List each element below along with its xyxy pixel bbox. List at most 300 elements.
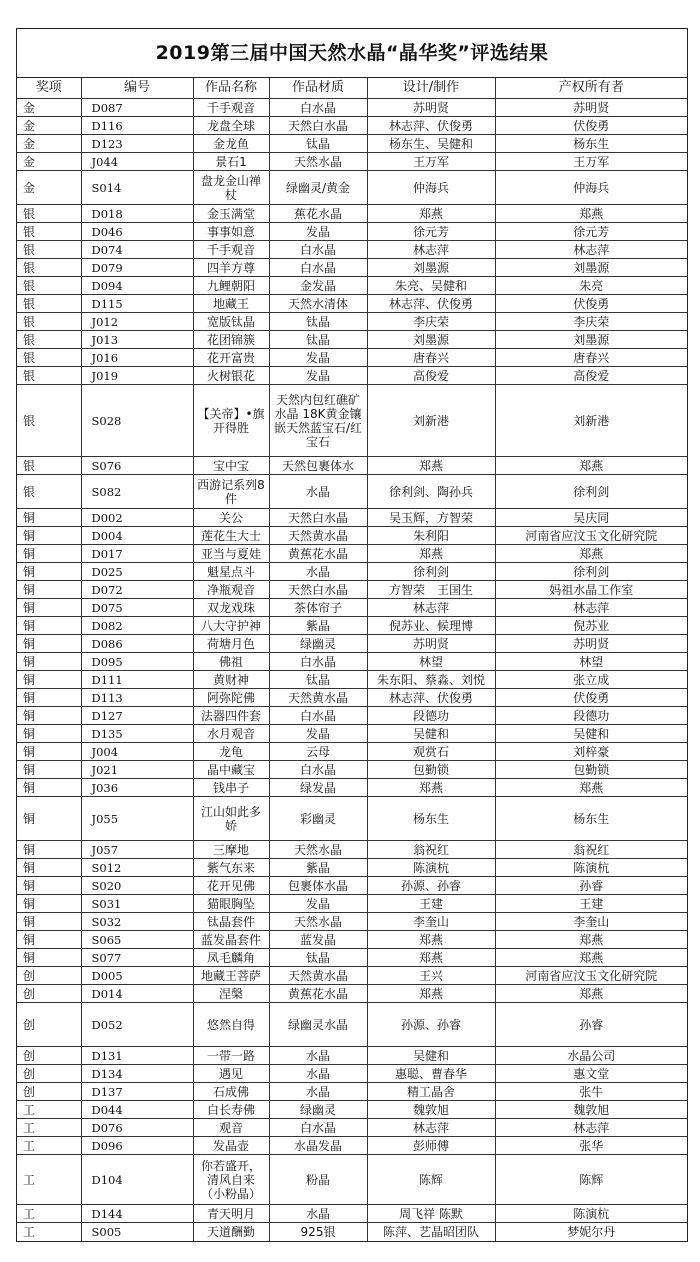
table-row xyxy=(17,653,687,671)
code-cell: S082 xyxy=(81,475,193,509)
award-cell: 铜 xyxy=(17,895,81,913)
designer-cell: 林志萍、伏俊勇 xyxy=(367,689,495,707)
award-cell: 银 xyxy=(17,457,81,475)
award-cell: 银 xyxy=(17,277,81,295)
code-cell: J021 xyxy=(81,761,193,779)
owner-cell: 伏俊勇 xyxy=(495,117,687,135)
table-row xyxy=(17,457,687,475)
designer-cell: 魏敦旭 xyxy=(367,1101,495,1119)
designer-cell: 高俊爱 xyxy=(367,367,495,385)
award-cell: 创 xyxy=(17,967,81,985)
table-row xyxy=(17,241,687,259)
table-row xyxy=(17,725,687,743)
owner-cell: 郑燕 xyxy=(495,457,687,475)
work-name-cell: 地藏王菩萨 xyxy=(193,967,269,985)
code-cell: S077 xyxy=(81,949,193,967)
designer-cell: 朱东阳、蔡淼、刘悦 xyxy=(367,671,495,689)
owner-cell: 惠文堂 xyxy=(495,1065,687,1083)
table-row xyxy=(17,1065,687,1083)
material-cell: 发晶 xyxy=(269,223,367,241)
award-cell: 铜 xyxy=(17,689,81,707)
table-row xyxy=(17,1223,687,1241)
code-cell: S020 xyxy=(81,877,193,895)
page-title: 2019第三届中国天然水晶“晶华奖”评选结果 xyxy=(17,29,687,78)
table-row xyxy=(17,527,687,545)
code-cell: D074 xyxy=(81,241,193,259)
owner-cell: 郑燕 xyxy=(495,949,687,967)
owner-cell: 苏明贤 xyxy=(495,99,687,117)
work-name-cell: 宽版钛晶 xyxy=(193,313,269,331)
award-cell: 铜 xyxy=(17,743,81,761)
work-name-cell: 净瓶观音 xyxy=(193,581,269,599)
work-name-cell: 【关帝】•旗开得胜 xyxy=(193,385,269,457)
table-row xyxy=(17,671,687,689)
designer-cell: 郑燕 xyxy=(367,931,495,949)
owner-cell: 林志萍 xyxy=(495,599,687,617)
work-name-cell: 荷塘月色 xyxy=(193,635,269,653)
material-cell: 发晶 xyxy=(269,895,367,913)
owner-cell: 郑燕 xyxy=(495,545,687,563)
award-cell: 创 xyxy=(17,1083,81,1101)
material-cell: 黄蕉花水晶 xyxy=(269,545,367,563)
designer-cell: 徐利剑、陶孙兵 xyxy=(367,475,495,509)
award-cell: 铜 xyxy=(17,779,81,797)
award-cell: 银 xyxy=(17,205,81,223)
table-row xyxy=(17,205,687,223)
code-cell: D087 xyxy=(81,99,193,117)
header-material: 作品材质 xyxy=(269,78,367,99)
award-cell: 铜 xyxy=(17,545,81,563)
material-cell: 金发晶 xyxy=(269,277,367,295)
owner-cell: 吴健和 xyxy=(495,725,687,743)
owner-cell: 林志萍 xyxy=(495,1119,687,1137)
award-cell: 创 xyxy=(17,1003,81,1047)
code-cell: D131 xyxy=(81,1047,193,1065)
material-cell: 钛晶 xyxy=(269,949,367,967)
table-row xyxy=(17,779,687,797)
work-name-cell: 佛祖 xyxy=(193,653,269,671)
material-cell: 绿幽灵 xyxy=(269,635,367,653)
award-cell: 工 xyxy=(17,1155,81,1205)
award-cell: 铜 xyxy=(17,725,81,743)
designer-cell: 王建 xyxy=(367,895,495,913)
award-cell: 银 xyxy=(17,475,81,509)
award-cell: 铜 xyxy=(17,599,81,617)
table-row xyxy=(17,949,687,967)
designer-cell: 李庆荣 xyxy=(367,313,495,331)
material-cell: 天然水晶 xyxy=(269,153,367,171)
work-name-cell: 钱串子 xyxy=(193,779,269,797)
award-cell: 铜 xyxy=(17,563,81,581)
material-cell: 水晶 xyxy=(269,1083,367,1101)
award-cell: 工 xyxy=(17,1137,81,1155)
code-cell: D127 xyxy=(81,707,193,725)
table-row xyxy=(17,931,687,949)
award-cell: 银 xyxy=(17,349,81,367)
table-row xyxy=(17,135,687,153)
table-row xyxy=(17,895,687,913)
code-cell: S005 xyxy=(81,1223,193,1241)
work-name-cell: 龙龟 xyxy=(193,743,269,761)
work-name-cell: 你若盛开，清风自来（小粉晶） xyxy=(193,1155,269,1205)
work-name-cell: 千手观音 xyxy=(193,99,269,117)
designer-cell: 段德功 xyxy=(367,707,495,725)
award-cell: 金 xyxy=(17,99,81,117)
designer-cell: 林志萍、伏俊勇 xyxy=(367,295,495,313)
award-cell: 铜 xyxy=(17,707,81,725)
material-cell: 天然内包红礁矿水晶 18K黄金镶嵌天然蓝宝石/红宝石 xyxy=(269,385,367,457)
work-name-cell: 千手观音 xyxy=(193,241,269,259)
work-name-cell: 晶中藏宝 xyxy=(193,761,269,779)
table-row xyxy=(17,1101,687,1119)
material-cell: 天然黄水晶 xyxy=(269,689,367,707)
owner-cell: 孙睿 xyxy=(495,877,687,895)
owner-cell: 郑燕 xyxy=(495,779,687,797)
material-cell: 紫晶 xyxy=(269,859,367,877)
work-name-cell: 一带一路 xyxy=(193,1047,269,1065)
designer-cell: 林望 xyxy=(367,653,495,671)
material-cell: 云母 xyxy=(269,743,367,761)
designer-cell: 仲海兵 xyxy=(367,171,495,205)
material-cell: 白水晶 xyxy=(269,241,367,259)
material-cell: 钛晶 xyxy=(269,331,367,349)
owner-cell: 陈演杭 xyxy=(495,859,687,877)
material-cell: 天然白水晶 xyxy=(269,509,367,527)
designer-cell: 林志萍 xyxy=(367,599,495,617)
designer-cell: 王万军 xyxy=(367,153,495,171)
work-name-cell: 天道酬勤 xyxy=(193,1223,269,1241)
material-cell: 天然白水晶 xyxy=(269,117,367,135)
award-cell: 铜 xyxy=(17,859,81,877)
material-cell: 天然水晶 xyxy=(269,913,367,931)
owner-cell: 朱亮 xyxy=(495,277,687,295)
work-name-cell: 事事如意 xyxy=(193,223,269,241)
work-name-cell: 八大守护神 xyxy=(193,617,269,635)
owner-cell: 包勤锁 xyxy=(495,761,687,779)
code-cell: D044 xyxy=(81,1101,193,1119)
work-name-cell: 金玉满堂 xyxy=(193,205,269,223)
code-cell: D046 xyxy=(81,223,193,241)
table-row xyxy=(17,1083,687,1101)
work-name-cell: 双龙戏珠 xyxy=(193,599,269,617)
owner-cell: 段德功 xyxy=(495,707,687,725)
owner-cell: 王建 xyxy=(495,895,687,913)
award-cell: 工 xyxy=(17,1205,81,1223)
code-cell: D082 xyxy=(81,617,193,635)
code-cell: J012 xyxy=(81,313,193,331)
code-cell: S076 xyxy=(81,457,193,475)
work-name-cell: 涅槃 xyxy=(193,985,269,1003)
table-row xyxy=(17,563,687,581)
award-cell: 铜 xyxy=(17,877,81,895)
owner-cell: 李庆荣 xyxy=(495,313,687,331)
material-cell: 水晶 xyxy=(269,475,367,509)
work-name-cell: 遇见 xyxy=(193,1065,269,1083)
table-row xyxy=(17,313,687,331)
table-row xyxy=(17,913,687,931)
designer-cell: 苏明贤 xyxy=(367,99,495,117)
material-cell: 包裹体水晶 xyxy=(269,877,367,895)
award-cell: 银 xyxy=(17,295,81,313)
designer-cell: 徐元芳 xyxy=(367,223,495,241)
code-cell: D111 xyxy=(81,671,193,689)
material-cell: 蓝发晶 xyxy=(269,931,367,949)
owner-cell: 苏明贤 xyxy=(495,635,687,653)
table-row xyxy=(17,349,687,367)
designer-cell: 王兴 xyxy=(367,967,495,985)
work-name-cell: 火树银花 xyxy=(193,367,269,385)
code-cell: D123 xyxy=(81,135,193,153)
material-cell: 白水晶 xyxy=(269,99,367,117)
code-cell: D134 xyxy=(81,1065,193,1083)
code-cell: D086 xyxy=(81,635,193,653)
code-cell: J055 xyxy=(81,797,193,841)
table-row xyxy=(17,617,687,635)
material-cell: 水晶发晶 xyxy=(269,1137,367,1155)
work-name-cell: 江山如此多娇 xyxy=(193,797,269,841)
table-row xyxy=(17,171,687,205)
material-cell: 发晶 xyxy=(269,367,367,385)
designer-cell: 郑燕 xyxy=(367,205,495,223)
work-name-cell: 紫气东来 xyxy=(193,859,269,877)
award-cell: 银 xyxy=(17,259,81,277)
designer-cell: 郑燕 xyxy=(367,985,495,1003)
work-name-cell: 景石1 xyxy=(193,153,269,171)
owner-cell: 陈辉 xyxy=(495,1155,687,1205)
owner-cell: 徐元芳 xyxy=(495,223,687,241)
material-cell: 白水晶 xyxy=(269,259,367,277)
work-name-cell: 白长寿佛 xyxy=(193,1101,269,1119)
designer-cell: 吴健和 xyxy=(367,1047,495,1065)
owner-cell: 张牛 xyxy=(495,1083,687,1101)
designer-cell: 吴健和 xyxy=(367,725,495,743)
code-cell: D002 xyxy=(81,509,193,527)
code-cell: D017 xyxy=(81,545,193,563)
owner-cell: 郑燕 xyxy=(495,931,687,949)
designer-cell: 杨东生、吴健和 xyxy=(367,135,495,153)
code-cell: D095 xyxy=(81,653,193,671)
material-cell: 钛晶 xyxy=(269,671,367,689)
owner-cell: 孙睿 xyxy=(495,1003,687,1047)
designer-cell: 陈演杭 xyxy=(367,859,495,877)
work-name-cell: 金龙鱼 xyxy=(193,135,269,153)
designer-cell: 包勤锁 xyxy=(367,761,495,779)
work-name-cell: 西游记系列8件 xyxy=(193,475,269,509)
material-cell: 紫晶 xyxy=(269,617,367,635)
code-cell: J036 xyxy=(81,779,193,797)
work-name-cell: 凤毛麟角 xyxy=(193,949,269,967)
code-cell: D104 xyxy=(81,1155,193,1205)
owner-cell: 水晶公司 xyxy=(495,1047,687,1065)
award-cell: 铜 xyxy=(17,653,81,671)
owner-cell: 郑燕 xyxy=(495,205,687,223)
designer-cell: 吴玉辉，方智荣 xyxy=(367,509,495,527)
code-cell: S028 xyxy=(81,385,193,457)
award-cell: 工 xyxy=(17,1119,81,1137)
designer-cell: 刘墨源 xyxy=(367,259,495,277)
table-row xyxy=(17,877,687,895)
work-name-cell: 九鲤朝阳 xyxy=(193,277,269,295)
table-row xyxy=(17,859,687,877)
table-row xyxy=(17,707,687,725)
designer-cell: 周飞祥 陈默 xyxy=(367,1205,495,1223)
owner-cell: 魏敦旭 xyxy=(495,1101,687,1119)
work-name-cell: 四羊方尊 xyxy=(193,259,269,277)
owner-cell: 梦妮尔丹 xyxy=(495,1223,687,1241)
owner-cell: 林望 xyxy=(495,653,687,671)
header-owner: 产权所有者 xyxy=(495,78,687,99)
award-cell: 金 xyxy=(17,153,81,171)
work-name-cell: 阿弥陀佛 xyxy=(193,689,269,707)
award-cell: 铜 xyxy=(17,949,81,967)
code-cell: J057 xyxy=(81,841,193,859)
code-cell: D135 xyxy=(81,725,193,743)
table-row xyxy=(17,985,687,1003)
owner-cell: 杨东生 xyxy=(495,797,687,841)
work-name-cell: 发晶壶 xyxy=(193,1137,269,1155)
code-cell: J016 xyxy=(81,349,193,367)
code-cell: J019 xyxy=(81,367,193,385)
results-table xyxy=(17,78,687,1241)
material-cell: 水晶 xyxy=(269,1065,367,1083)
material-cell: 发晶 xyxy=(269,349,367,367)
code-cell: D004 xyxy=(81,527,193,545)
owner-cell: 杨东生 xyxy=(495,135,687,153)
owner-cell: 妈祖水晶工作室 xyxy=(495,581,687,599)
material-cell: 天然黄水晶 xyxy=(269,967,367,985)
award-cell: 金 xyxy=(17,171,81,205)
material-cell: 水晶 xyxy=(269,1047,367,1065)
code-cell: D075 xyxy=(81,599,193,617)
code-cell: D137 xyxy=(81,1083,193,1101)
table-row xyxy=(17,277,687,295)
table-row xyxy=(17,967,687,985)
award-cell: 银 xyxy=(17,241,81,259)
table-row xyxy=(17,689,687,707)
award-cell: 银 xyxy=(17,385,81,457)
designer-cell: 郑燕 xyxy=(367,949,495,967)
owner-cell: 徐利剑 xyxy=(495,475,687,509)
designer-cell: 翁祝红 xyxy=(367,841,495,859)
material-cell: 天然包裹体水 xyxy=(269,457,367,475)
header-award: 奖项 xyxy=(17,78,81,99)
work-name-cell: 地藏王 xyxy=(193,295,269,313)
material-cell: 钛晶 xyxy=(269,313,367,331)
designer-cell: 精工晶舍 xyxy=(367,1083,495,1101)
table-row xyxy=(17,599,687,617)
material-cell: 蕉花水晶 xyxy=(269,205,367,223)
designer-cell: 郑燕 xyxy=(367,779,495,797)
material-cell: 925银 xyxy=(269,1223,367,1241)
designer-cell: 林志萍 xyxy=(367,241,495,259)
work-name-cell: 龙盘全球 xyxy=(193,117,269,135)
table-row xyxy=(17,1137,687,1155)
award-cell: 铜 xyxy=(17,617,81,635)
designer-cell: 刘墨源 xyxy=(367,331,495,349)
work-name-cell: 猫眼胸坠 xyxy=(193,895,269,913)
designer-cell: 林志萍、伏俊勇 xyxy=(367,117,495,135)
code-cell: S065 xyxy=(81,931,193,949)
designer-cell: 彭师傅 xyxy=(367,1137,495,1155)
table-row xyxy=(17,581,687,599)
work-name-cell: 三摩地 xyxy=(193,841,269,859)
owner-cell: 王万军 xyxy=(495,153,687,171)
material-cell: 绿幽灵/黄金 xyxy=(269,171,367,205)
code-cell: D113 xyxy=(81,689,193,707)
work-name-cell: 魁星点斗 xyxy=(193,563,269,581)
material-cell: 发晶 xyxy=(269,725,367,743)
designer-cell: 孙源、孙睿 xyxy=(367,1003,495,1047)
designer-cell: 林志萍 xyxy=(367,1119,495,1137)
owner-cell: 刘新港 xyxy=(495,385,687,457)
designer-cell: 郑燕 xyxy=(367,457,495,475)
work-name-cell: 花开富贵 xyxy=(193,349,269,367)
table-row xyxy=(17,117,687,135)
designer-cell: 刘新港 xyxy=(367,385,495,457)
results-sheet xyxy=(16,28,688,1242)
award-cell: 铜 xyxy=(17,931,81,949)
table-row xyxy=(17,385,687,457)
work-name-cell: 亚当与夏娃 xyxy=(193,545,269,563)
work-name-cell: 莲花生大士 xyxy=(193,527,269,545)
award-cell: 金 xyxy=(17,135,81,153)
designer-cell: 孙源、孙睿 xyxy=(367,877,495,895)
table-row xyxy=(17,841,687,859)
work-name-cell: 钛晶套件 xyxy=(193,913,269,931)
award-cell: 铜 xyxy=(17,761,81,779)
owner-cell: 刘梓豪 xyxy=(495,743,687,761)
award-cell: 银 xyxy=(17,223,81,241)
table-row xyxy=(17,743,687,761)
owner-cell: 仲海兵 xyxy=(495,171,687,205)
owner-cell: 李奎山 xyxy=(495,913,687,931)
owner-cell: 徐利剑 xyxy=(495,563,687,581)
designer-cell: 徐利剑 xyxy=(367,563,495,581)
table-row xyxy=(17,509,687,527)
designer-cell: 郑燕 xyxy=(367,545,495,563)
award-cell: 铜 xyxy=(17,527,81,545)
owner-cell: 陈演杭 xyxy=(495,1205,687,1223)
table-row xyxy=(17,797,687,841)
table-row xyxy=(17,635,687,653)
designer-cell: 朱利阳 xyxy=(367,527,495,545)
material-cell: 白水晶 xyxy=(269,1119,367,1137)
work-name-cell: 盘龙金山禅杖 xyxy=(193,171,269,205)
owner-cell: 河南省应汶玉文化研究院 xyxy=(495,527,687,545)
material-cell: 彩幽灵 xyxy=(269,797,367,841)
award-cell: 金 xyxy=(17,117,81,135)
owner-cell: 伏俊勇 xyxy=(495,689,687,707)
work-name-cell: 蓝发晶套件 xyxy=(193,931,269,949)
header-code: 编号 xyxy=(81,78,193,99)
table-row xyxy=(17,331,687,349)
designer-cell: 陈萍、艺晶昭团队 xyxy=(367,1223,495,1241)
award-cell: 铜 xyxy=(17,509,81,527)
code-cell: J004 xyxy=(81,743,193,761)
designer-cell: 惠聪、曹春华 xyxy=(367,1065,495,1083)
table-row xyxy=(17,545,687,563)
award-cell: 工 xyxy=(17,1223,81,1241)
code-cell: S014 xyxy=(81,171,193,205)
material-cell: 茶体帘子 xyxy=(269,599,367,617)
code-cell: D072 xyxy=(81,581,193,599)
table-row xyxy=(17,99,687,117)
owner-cell: 张华 xyxy=(495,1137,687,1155)
designer-cell: 观赏石 xyxy=(367,743,495,761)
code-cell: J013 xyxy=(81,331,193,349)
award-cell: 铜 xyxy=(17,913,81,931)
work-name-cell: 黄财神 xyxy=(193,671,269,689)
